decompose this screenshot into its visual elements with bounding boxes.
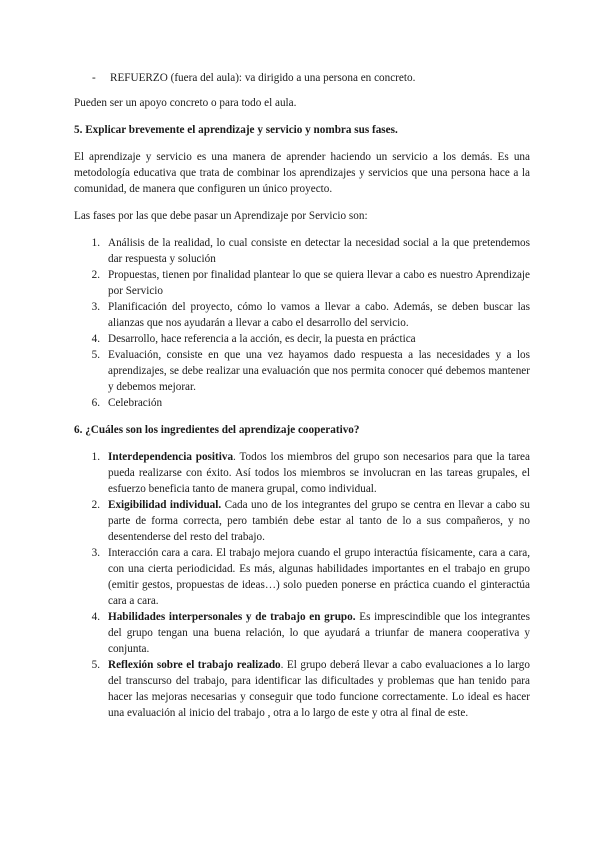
section5-intro: El aprendizaje y servicio es una manera de aprender haciendo un servicio a los demás. Es una metodología educativa que trata de combinar los aprendizajes y servicios que una persona hace a la comunidad, de manera que configuren un único proyecto. <box>74 151 530 195</box>
list-number: 5. <box>91 659 100 671</box>
list-item <box>74 235 530 267</box>
list-item <box>74 497 530 545</box>
list-text-container <box>108 497 530 545</box>
list-text-container <box>108 449 530 497</box>
section5-heading: 5. Explicar brevemente el aprendizaje y servicio y nombra sus fases. <box>74 124 398 136</box>
item-text: . El grupo deberá llevar a cabo evaluaciones a lo largo del transcurso del trabajo, para identificar las dificultades y problemas que han tenido para hacer las mejoras necesarias y conseguir que todo funcione correctamente. Lo ideal es hacer una evaluación al inicio del trabajo , otra a lo largo de este y otra al final de este. <box>108 659 530 719</box>
document-body <box>74 70 530 732</box>
list-text: Desarrollo, hace referencia a la acción, es decir, la puesta en práctica <box>108 333 416 345</box>
bullet-item <box>92 70 530 86</box>
list-number: 4. <box>91 333 100 345</box>
list-text: Propuestas, tienen por finalidad plantear lo que se quiera llevar a cabo es nuestro Aprendizaje por Servicio <box>108 269 530 297</box>
list-number: 3. <box>91 301 100 313</box>
list-number: 6. <box>91 397 100 409</box>
item-term: Reflexión sobre el trabajo realizado <box>108 659 281 671</box>
list-item <box>74 657 530 721</box>
list-text-container <box>108 545 530 609</box>
list-number: 1. <box>91 451 100 463</box>
item-text: Es imprescindible que los integrantes del grupo tengan una buena relación, lo que ayudará a triunfar de manera cooperativa y conjunta. <box>108 611 531 655</box>
list-text-container <box>108 609 530 657</box>
section5-phases-intro: Las fases por las que debe pasar un Aprendizaje por Servicio son: <box>74 210 368 222</box>
ingredients-list <box>74 449 530 721</box>
list-item <box>74 609 530 657</box>
list-text: Planificación del proyecto, cómo lo vamos a llevar a cabo. Además, se deben buscar las alianzas que nos ayudarán a llevar a cabo el desarrollo del servicio. <box>108 301 530 329</box>
list-item <box>74 347 530 395</box>
list-item <box>74 299 530 331</box>
item-term: Exigibilidad individual. <box>108 499 222 511</box>
list-number: 2. <box>91 499 100 511</box>
list-item <box>74 395 530 411</box>
bullet-text: REFUERZO (fuera del aula): va dirigido a una persona en concreto. <box>110 72 416 84</box>
list-text: Evaluación, consiste en que una vez hayamos dado respuesta a las necesidades y a los aprendizajes, se debe realizar una evaluación que nos permita conocer qué debemos mantener y debemos mejorar. <box>108 349 530 393</box>
list-item <box>74 545 530 609</box>
list-text: Análisis de la realidad, lo cual consiste en detectar la necesidad social a la que pretendemos dar respuesta y solución <box>108 237 530 265</box>
item-term: Interdependencia positiva <box>108 451 234 463</box>
phases-list <box>74 235 530 411</box>
item-text: . Todos los miembros del grupo son necesarios para que la tarea pueda realizarse con éxito. Así todos los miembros se involucran en las tareas grupales, el esfuerzo beneficia tanto de manera grupal, como individual. <box>108 451 530 495</box>
list-item <box>74 331 530 347</box>
list-number: 3. <box>91 547 100 559</box>
bullet-marker: - <box>92 72 96 84</box>
list-text-container <box>108 657 530 721</box>
list-number: 2. <box>91 269 100 281</box>
list-item <box>74 449 530 497</box>
item-text: Cada uno de los integrantes del grupo se centra en llevar a cabo su parte de forma correcta, pero también debe estar al tanto de lo a sus compañeros, y no desentenderse del resto del trabajo. <box>108 499 530 543</box>
list-number: 1. <box>91 237 100 249</box>
item-text: Interacción cara a cara. El trabajo mejora cuando el grupo interactúa físicamente, cara a cara, con una cierta periodicidad. Es más, algunas habilidades importantes en el trabajo en grupo (emitir gestos, propuestas de ideas…) solo pueden ponerse en práctica cuando el ginteractúa cara a cara. <box>108 547 530 607</box>
item-term: Habilidades interpersonales y de trabajo en grupo. <box>108 611 356 623</box>
list-item <box>74 267 530 299</box>
support-paragraph: Pueden ser un apoyo concreto o para todo el aula. <box>74 97 297 109</box>
section6-heading: 6. ¿Cuáles son los ingredientes del aprendizaje cooperativo? <box>74 424 360 436</box>
list-number: 5. <box>91 349 100 361</box>
list-text: Celebración <box>108 397 163 409</box>
list-number: 4. <box>91 611 100 623</box>
